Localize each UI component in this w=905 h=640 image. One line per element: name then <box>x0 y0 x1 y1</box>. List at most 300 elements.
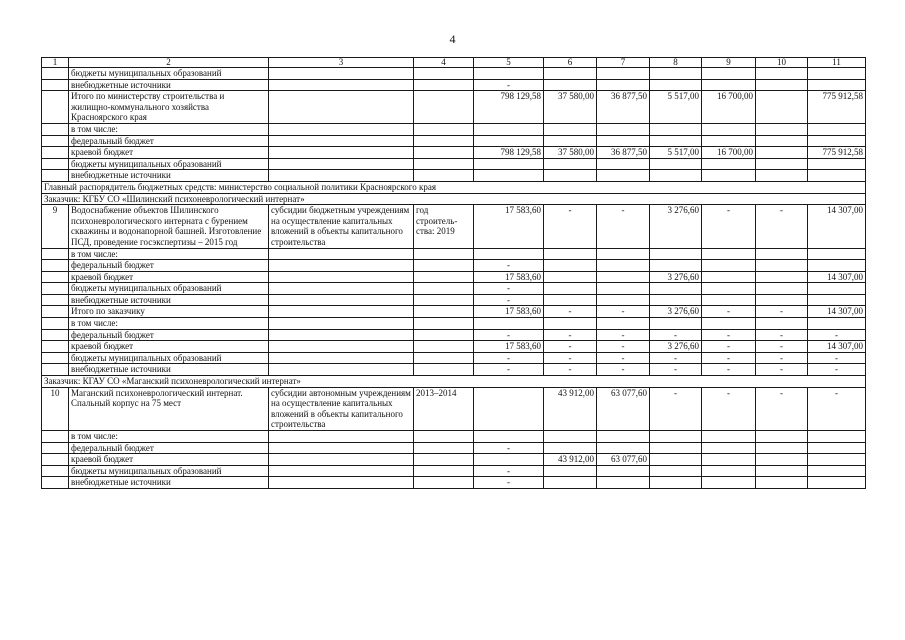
cell-col-4 <box>414 442 474 454</box>
cell-col-3 <box>269 147 414 159</box>
cell-col-5: - <box>474 477 544 489</box>
cell-col-10 <box>756 260 808 272</box>
cell-col-11 <box>808 123 866 135</box>
table-row <box>42 271 866 283</box>
cell-col-10 <box>756 68 808 80</box>
cell-col-9: - <box>702 341 756 353</box>
cell-col-2: внебюджетные источники <box>69 364 269 376</box>
cell-col-1: 10 <box>42 387 69 430</box>
cell-col-10 <box>756 147 808 159</box>
column-header-10: 10 <box>756 58 808 68</box>
cell-col-8: 3 276,60 <box>650 205 702 248</box>
cell-col-8 <box>650 123 702 135</box>
cell-col-4 <box>414 352 474 364</box>
cell-col-6 <box>544 248 597 260</box>
cell-col-1 <box>42 465 69 477</box>
cell-col-3 <box>269 271 414 283</box>
cell-col-10: - <box>756 306 808 318</box>
cell-col-7 <box>597 442 650 454</box>
cell-col-5: - <box>474 294 544 306</box>
cell-col-10 <box>756 248 808 260</box>
column-header-11: 11 <box>808 58 866 68</box>
cell-col-6 <box>544 170 597 182</box>
cell-col-5: - <box>474 442 544 454</box>
cell-col-4 <box>414 158 474 170</box>
cell-col-8: 3 276,60 <box>650 271 702 283</box>
cell-col-6 <box>544 431 597 443</box>
cell-col-3 <box>269 454 414 466</box>
cell-col-11 <box>808 294 866 306</box>
table-row <box>42 387 866 430</box>
cell-col-11 <box>808 260 866 272</box>
cell-col-5: - <box>474 352 544 364</box>
cell-col-10 <box>756 442 808 454</box>
cell-col-5 <box>474 248 544 260</box>
cell-col-10 <box>756 318 808 330</box>
cell-col-1 <box>42 329 69 341</box>
cell-col-10 <box>756 79 808 91</box>
section-heading: Заказчик: КГБУ СО «Шилинский психоневрологический интернат» <box>42 193 866 205</box>
cell-col-10 <box>756 135 808 147</box>
cell-col-10: - <box>756 205 808 248</box>
column-header-3: 3 <box>269 58 414 68</box>
cell-col-9 <box>702 294 756 306</box>
cell-col-4 <box>414 135 474 147</box>
cell-col-7 <box>597 68 650 80</box>
cell-col-1 <box>42 352 69 364</box>
cell-col-3 <box>269 68 414 80</box>
cell-col-9 <box>702 135 756 147</box>
cell-col-8 <box>650 68 702 80</box>
cell-col-3 <box>269 158 414 170</box>
cell-col-9 <box>702 123 756 135</box>
cell-col-4: год строитель-ства: 2019 <box>414 205 474 248</box>
cell-col-10: - <box>756 341 808 353</box>
column-header-9: 9 <box>702 58 756 68</box>
cell-col-1 <box>42 454 69 466</box>
cell-col-3 <box>269 442 414 454</box>
cell-col-2: бюджеты муниципальных образований <box>69 68 269 80</box>
cell-col-8 <box>650 260 702 272</box>
cell-col-8: 5 517,00 <box>650 91 702 124</box>
cell-col-1 <box>42 431 69 443</box>
cell-col-4 <box>414 294 474 306</box>
cell-col-3 <box>269 465 414 477</box>
cell-col-10 <box>756 158 808 170</box>
cell-col-5: 798 129,58 <box>474 91 544 124</box>
cell-col-10 <box>756 91 808 124</box>
cell-col-3 <box>269 318 414 330</box>
cell-col-11: 14 307,00 <box>808 306 866 318</box>
cell-col-2: краевой бюджет <box>69 271 269 283</box>
cell-col-5 <box>474 123 544 135</box>
cell-col-9: 16 700,00 <box>702 91 756 124</box>
cell-col-3 <box>269 477 414 489</box>
cell-col-11 <box>808 79 866 91</box>
cell-col-11 <box>808 431 866 443</box>
cell-col-8: - <box>650 387 702 430</box>
column-header-1: 1 <box>42 58 69 68</box>
cell-col-2: краевой бюджет <box>69 341 269 353</box>
cell-col-8 <box>650 294 702 306</box>
cell-col-7 <box>597 271 650 283</box>
cell-col-9 <box>702 271 756 283</box>
cell-col-1 <box>42 260 69 272</box>
cell-col-10 <box>756 465 808 477</box>
cell-col-5: - <box>474 465 544 477</box>
cell-col-10: - <box>756 329 808 341</box>
table-row <box>42 248 866 260</box>
cell-col-9 <box>702 79 756 91</box>
cell-col-4 <box>414 147 474 159</box>
cell-col-6: - <box>544 341 597 353</box>
cell-col-6 <box>544 318 597 330</box>
cell-col-11 <box>808 170 866 182</box>
cell-col-3 <box>269 329 414 341</box>
cell-col-3 <box>269 283 414 295</box>
cell-col-2: бюджеты муниципальных образований <box>69 283 269 295</box>
cell-col-6: 37 580,00 <box>544 147 597 159</box>
cell-col-6 <box>544 294 597 306</box>
cell-col-11 <box>808 283 866 295</box>
cell-col-11 <box>808 318 866 330</box>
cell-col-3 <box>269 364 414 376</box>
cell-col-6 <box>544 271 597 283</box>
cell-col-2: в том числе: <box>69 318 269 330</box>
page-number: 4 <box>449 32 456 46</box>
cell-col-4 <box>414 79 474 91</box>
cell-col-10: - <box>756 352 808 364</box>
section-heading: Заказчик: КГАУ СО «Маганский психоневрологический интернат» <box>42 376 866 388</box>
table-row <box>42 260 866 272</box>
cell-col-2: федеральный бюджет <box>69 329 269 341</box>
cell-col-5: - <box>474 260 544 272</box>
cell-col-7 <box>597 170 650 182</box>
cell-col-1 <box>42 283 69 295</box>
cell-col-4: 2013–2014 <box>414 387 474 430</box>
cell-col-11: - <box>808 387 866 430</box>
cell-col-5 <box>474 431 544 443</box>
cell-col-4 <box>414 465 474 477</box>
cell-col-11 <box>808 442 866 454</box>
cell-col-6 <box>544 465 597 477</box>
cell-col-10 <box>756 123 808 135</box>
cell-col-3 <box>269 352 414 364</box>
cell-col-9 <box>702 431 756 443</box>
cell-col-7: - <box>597 205 650 248</box>
cell-col-6 <box>544 442 597 454</box>
cell-col-2: краевой бюджет <box>69 147 269 159</box>
cell-col-9 <box>702 454 756 466</box>
cell-col-4 <box>414 91 474 124</box>
cell-col-10 <box>756 283 808 295</box>
cell-col-7 <box>597 79 650 91</box>
cell-col-1 <box>42 147 69 159</box>
cell-col-8 <box>650 79 702 91</box>
table-row <box>42 465 866 477</box>
cell-col-1 <box>42 271 69 283</box>
column-header-8: 8 <box>650 58 702 68</box>
cell-col-6 <box>544 135 597 147</box>
cell-col-8: - <box>650 352 702 364</box>
cell-col-9: - <box>702 205 756 248</box>
budget-table <box>41 57 866 489</box>
table-row <box>42 205 866 248</box>
table-row <box>42 68 866 80</box>
column-header-5: 5 <box>474 58 544 68</box>
cell-col-6 <box>544 123 597 135</box>
cell-col-10: - <box>756 387 808 430</box>
cell-col-7: 36 877,50 <box>597 147 650 159</box>
cell-col-7 <box>597 477 650 489</box>
cell-col-8 <box>650 248 702 260</box>
cell-col-7 <box>597 123 650 135</box>
cell-col-9: 16 700,00 <box>702 147 756 159</box>
cell-col-4 <box>414 260 474 272</box>
cell-col-2: бюджеты муниципальных образований <box>69 465 269 477</box>
cell-col-6 <box>544 260 597 272</box>
cell-col-4 <box>414 341 474 353</box>
cell-col-11 <box>808 454 866 466</box>
cell-col-6 <box>544 283 597 295</box>
cell-col-5 <box>474 454 544 466</box>
cell-col-6: - <box>544 352 597 364</box>
table-row <box>42 158 866 170</box>
cell-col-8 <box>650 465 702 477</box>
cell-col-8 <box>650 318 702 330</box>
cell-col-5: 798 129,58 <box>474 147 544 159</box>
cell-col-5: 17 583,60 <box>474 205 544 248</box>
column-header-6: 6 <box>544 58 597 68</box>
cell-col-2: в том числе: <box>69 248 269 260</box>
table-row <box>42 431 866 443</box>
cell-col-9 <box>702 248 756 260</box>
cell-col-8 <box>650 442 702 454</box>
cell-col-10 <box>756 454 808 466</box>
cell-col-5 <box>474 135 544 147</box>
cell-col-1 <box>42 318 69 330</box>
cell-col-2: Итого по министерству строительства и жилищно-коммунального хозяйства Красноярского края <box>69 91 269 124</box>
cell-col-8 <box>650 283 702 295</box>
header-row <box>42 58 866 68</box>
cell-col-4 <box>414 318 474 330</box>
cell-col-1 <box>42 135 69 147</box>
cell-col-8 <box>650 477 702 489</box>
cell-col-3 <box>269 341 414 353</box>
table-row <box>42 442 866 454</box>
cell-col-7: 63 077,60 <box>597 454 650 466</box>
cell-col-6: 37 580,00 <box>544 91 597 124</box>
cell-col-2: федеральный бюджет <box>69 260 269 272</box>
cell-col-5: 17 583,60 <box>474 341 544 353</box>
cell-col-4 <box>414 248 474 260</box>
cell-col-5 <box>474 68 544 80</box>
cell-col-7: - <box>597 341 650 353</box>
cell-col-2: краевой бюджет <box>69 454 269 466</box>
cell-col-1 <box>42 306 69 318</box>
cell-col-9 <box>702 442 756 454</box>
cell-col-2: внебюджетные источники <box>69 79 269 91</box>
cell-col-6: - <box>544 364 597 376</box>
cell-col-6 <box>544 477 597 489</box>
cell-col-2: федеральный бюджет <box>69 135 269 147</box>
cell-col-9 <box>702 170 756 182</box>
cell-col-2: в том числе: <box>69 123 269 135</box>
cell-col-8 <box>650 170 702 182</box>
cell-col-10 <box>756 431 808 443</box>
cell-col-7: - <box>597 364 650 376</box>
cell-col-9: - <box>702 352 756 364</box>
cell-col-11 <box>808 158 866 170</box>
cell-col-7: 63 077,60 <box>597 387 650 430</box>
cell-col-8: 3 276,60 <box>650 341 702 353</box>
cell-col-8: 3 276,60 <box>650 306 702 318</box>
table-row <box>42 454 866 466</box>
cell-col-3: субсидии автономным учреждениям на осуществление капитальных вложений в объекты капитального строительства <box>269 387 414 430</box>
cell-col-8 <box>650 158 702 170</box>
cell-col-3 <box>269 306 414 318</box>
cell-col-3 <box>269 260 414 272</box>
cell-col-2: Маганский психоневрологический интернат. Спальный корпус на 75 мест <box>69 387 269 430</box>
cell-col-1 <box>42 442 69 454</box>
cell-col-8 <box>650 135 702 147</box>
cell-col-1 <box>42 79 69 91</box>
cell-col-11: 775 912,58 <box>808 91 866 124</box>
cell-col-7: - <box>597 306 650 318</box>
cell-col-11: - <box>808 352 866 364</box>
table-row <box>42 283 866 295</box>
cell-col-11 <box>808 248 866 260</box>
cell-col-1 <box>42 364 69 376</box>
cell-col-1 <box>42 68 69 80</box>
cell-col-1 <box>42 477 69 489</box>
cell-col-7 <box>597 260 650 272</box>
cell-col-7 <box>597 318 650 330</box>
cell-col-6 <box>544 79 597 91</box>
cell-col-9 <box>702 260 756 272</box>
table-row <box>42 318 866 330</box>
cell-col-5: 17 583,60 <box>474 271 544 283</box>
cell-col-3 <box>269 294 414 306</box>
cell-col-5: 17 583,60 <box>474 306 544 318</box>
cell-col-7 <box>597 158 650 170</box>
cell-col-4 <box>414 306 474 318</box>
cell-col-4 <box>414 271 474 283</box>
column-header-7: 7 <box>597 58 650 68</box>
cell-col-5 <box>474 158 544 170</box>
table-row <box>42 477 866 489</box>
cell-col-1 <box>42 91 69 124</box>
section-heading: Главный распорядитель бюджетных средств: министерство социальной политики Красноярского края <box>42 181 866 193</box>
cell-col-4 <box>414 170 474 182</box>
cell-col-7: - <box>597 329 650 341</box>
cell-col-5 <box>474 170 544 182</box>
cell-col-7: 36 877,50 <box>597 91 650 124</box>
cell-col-7 <box>597 283 650 295</box>
cell-col-9 <box>702 158 756 170</box>
cell-col-5: - <box>474 79 544 91</box>
cell-col-1 <box>42 341 69 353</box>
cell-col-9 <box>702 465 756 477</box>
cell-col-4 <box>414 454 474 466</box>
cell-col-1: 9 <box>42 205 69 248</box>
cell-col-1 <box>42 294 69 306</box>
cell-col-11 <box>808 135 866 147</box>
cell-col-1 <box>42 123 69 135</box>
cell-col-3 <box>269 248 414 260</box>
cell-col-7 <box>597 431 650 443</box>
table-row <box>42 79 866 91</box>
table-row <box>42 364 866 376</box>
table-row <box>42 135 866 147</box>
cell-col-11 <box>808 465 866 477</box>
cell-col-7: - <box>597 352 650 364</box>
cell-col-2: внебюджетные источники <box>69 477 269 489</box>
cell-col-1 <box>42 158 69 170</box>
cell-col-2: бюджеты муниципальных образований <box>69 158 269 170</box>
cell-col-9: - <box>702 329 756 341</box>
cell-col-3 <box>269 170 414 182</box>
cell-col-9 <box>702 68 756 80</box>
cell-col-5 <box>474 318 544 330</box>
cell-col-4 <box>414 364 474 376</box>
table-row <box>42 352 866 364</box>
cell-col-8: - <box>650 364 702 376</box>
cell-col-2: внебюджетные источники <box>69 294 269 306</box>
cell-col-11: - <box>808 329 866 341</box>
cell-col-4 <box>414 431 474 443</box>
cell-col-11 <box>808 68 866 80</box>
cell-col-11 <box>808 477 866 489</box>
cell-col-6: 43 912,00 <box>544 387 597 430</box>
cell-col-11: 14 307,00 <box>808 341 866 353</box>
table-row <box>42 91 866 124</box>
cell-col-2: федеральный бюджет <box>69 442 269 454</box>
cell-col-9 <box>702 283 756 295</box>
cell-col-3 <box>269 123 414 135</box>
cell-col-2: Итого по заказчику <box>69 306 269 318</box>
cell-col-9 <box>702 477 756 489</box>
cell-col-4 <box>414 123 474 135</box>
section-row <box>42 181 866 193</box>
cell-col-6 <box>544 68 597 80</box>
cell-col-4 <box>414 283 474 295</box>
cell-col-1 <box>42 170 69 182</box>
cell-col-2: в том числе: <box>69 431 269 443</box>
section-row <box>42 376 866 388</box>
cell-col-4 <box>414 329 474 341</box>
cell-col-10: - <box>756 364 808 376</box>
table-row <box>42 294 866 306</box>
cell-col-7 <box>597 294 650 306</box>
cell-col-2: внебюджетные источники <box>69 170 269 182</box>
cell-col-8 <box>650 431 702 443</box>
column-header-2: 2 <box>69 58 269 68</box>
cell-col-7 <box>597 248 650 260</box>
cell-col-7 <box>597 465 650 477</box>
cell-col-11: 14 307,00 <box>808 205 866 248</box>
cell-col-8 <box>650 454 702 466</box>
cell-col-9: - <box>702 306 756 318</box>
table-row <box>42 147 866 159</box>
cell-col-7 <box>597 135 650 147</box>
table-row <box>42 170 866 182</box>
cell-col-3 <box>269 135 414 147</box>
cell-col-10 <box>756 294 808 306</box>
cell-col-5 <box>474 387 544 430</box>
cell-col-11: 775 912,58 <box>808 147 866 159</box>
cell-col-2: Водоснабжение объектов Шилинского психоневрологического интерната с бурением скважины и водонапорной башней. Изготовление ПСД, проведение госэкспертизы – 2015 год <box>69 205 269 248</box>
